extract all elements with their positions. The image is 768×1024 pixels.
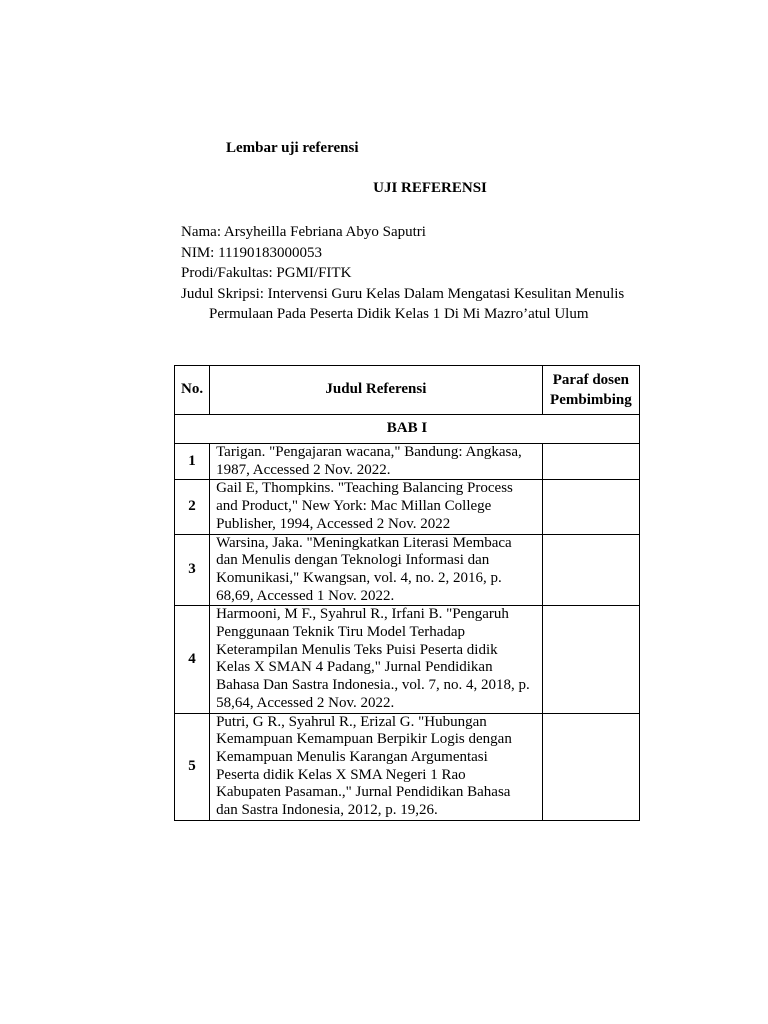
reference-text: [210, 713, 543, 820]
reference-text: [210, 606, 543, 713]
table-row: [175, 534, 640, 606]
reference-line: 1987, Accessed 2 Nov. 2022.: [216, 461, 391, 478]
table-row: [175, 444, 640, 480]
reference-line: Penggunaan Teknik Tiru Model Terhadap: [216, 624, 466, 641]
reference-table: [174, 365, 640, 821]
signature-cell: [542, 480, 639, 534]
row-number: 5: [175, 713, 210, 820]
row-number: 2: [175, 480, 210, 534]
reference-line: Gail E, Thompkins. "Teaching Balancing Process: [216, 480, 513, 497]
reference-line: Kabupaten Pasaman.," Jurnal Pendidikan Bahasa: [216, 784, 511, 801]
header-paraf-line-1: Paraf dosen: [552, 372, 629, 388]
thesis-title-line-2: Permulaan Pada Peserta Didik Kelas 1 Di Mi Mazro’atul Ulum: [209, 306, 589, 322]
reference-line: Komunikasi," Kwangsan, vol. 4, no. 2, 2016, p.: [216, 569, 502, 586]
row-number: 1: [175, 444, 210, 480]
table-header-row: [175, 366, 640, 415]
reference-text: [210, 534, 543, 606]
header-judul-referensi: Judul Referensi: [210, 366, 543, 415]
student-name: Nama: Arsyheilla Febriana Abyo Saputri: [181, 224, 426, 240]
reference-line: Kemampuan Menulis Karangan Argumentasi: [216, 748, 488, 765]
student-nim: NIM: 11190183000053: [181, 244, 322, 261]
table-row: [175, 606, 640, 713]
reference-line: Keterampilan Menulis Teks Puisi Peserta didik: [216, 641, 498, 658]
reference-line: Kemampuan Kemampuan Berpikir Logis dengan: [216, 731, 512, 748]
reference-line: and Product," New York: Mac Millan College: [216, 498, 492, 515]
reference-line: Harmooni, M F., Syahrul R., Irfani B. "Pengaruh: [216, 606, 509, 623]
row-number: 4: [175, 606, 210, 713]
signature-cell: [542, 713, 639, 820]
student-info: [181, 222, 651, 325]
table-row: [175, 713, 640, 820]
section-label: BAB I: [175, 415, 640, 444]
row-number: 3: [175, 534, 210, 606]
reference-line: Putri, G R., Syahrul R., Erizal G. "Hubungan: [216, 713, 487, 730]
reference-line: Bahasa Dan Sastra Indonesia., vol. 7, no. 4, 2018, p.: [216, 677, 530, 694]
header-paraf-line-2: Pembimbing: [550, 392, 632, 408]
signature-cell: [542, 534, 639, 606]
section-row: [175, 415, 640, 444]
signature-cell: [542, 444, 639, 480]
header-paraf-dosen: [542, 366, 639, 415]
reference-text: [210, 480, 543, 534]
reference-line: Kelas X SMAN 4 Padang," Jurnal Pendidikan: [216, 659, 493, 676]
reference-line: 58,64, Accessed 2 Nov. 2022.: [216, 694, 395, 711]
signature-cell: [542, 606, 639, 713]
reference-line: Peserta didik Kelas X SMA Negeri 1 Rao: [216, 766, 466, 783]
sheet-heading: Lembar uji referensi: [226, 140, 359, 156]
thesis-title-line-1: Judul Skripsi: Intervensi Guru Kelas Dalam Mengatasi Kesulitan Menulis: [181, 285, 625, 302]
reference-line: dan Menulis dengan Teknologi Informasi dan: [216, 552, 490, 569]
study-program: Prodi/Fakultas: PGMI/FITK: [181, 265, 352, 281]
reference-line: Publisher, 1994, Accessed 2 Nov. 2022: [216, 515, 451, 532]
header-no: No.: [175, 366, 210, 415]
reference-text: [210, 444, 543, 480]
reference-line: 68,69, Accessed 1 Nov. 2022.: [216, 587, 395, 604]
table-row: [175, 480, 640, 534]
page-title: UJI REFERENSI: [373, 180, 487, 196]
reference-line: dan Sastra Indonesia, 2012, p. 19,26.: [216, 802, 438, 819]
reference-line: Warsina, Jaka. "Meningkatkan Literasi Membaca: [216, 534, 512, 551]
reference-line: Tarigan. "Pengajaran wacana," Bandung: Angkasa,: [216, 444, 522, 460]
